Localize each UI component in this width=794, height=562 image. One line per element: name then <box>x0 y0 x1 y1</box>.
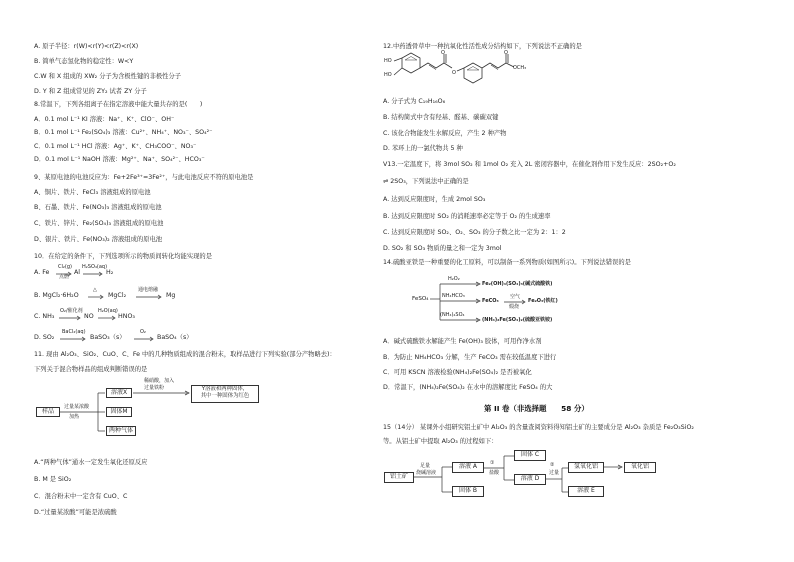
q9-stem: 9、某原电池的电池反应为：Fe+2Fe³⁺=3Fe²⁺，与此电池反应不符的原电池是 <box>34 174 254 181</box>
q10-d-arrow-1 <box>60 337 86 341</box>
q14-option-b: B．为防止 NH₄HCO₃ 分解，生产 FeCO₃ 需在较低温度下进行 <box>383 354 557 361</box>
q13-stem-2: ⇌ 2SO₃，下列说法中正确的是 <box>383 178 469 185</box>
q11-sample-box: 样品 <box>36 407 60 417</box>
q10-d-arrow-2 <box>134 337 154 341</box>
q10-a-cond-top: Cl₂(g) <box>58 264 72 270</box>
q10-c-arrow-1 <box>59 316 81 320</box>
q15-stem-2: 等。从铝土矿中提取 Al₂O₃ 的过程如下： <box>383 438 498 445</box>
q15-reagent-1: 足量 <box>420 463 431 469</box>
q11-gas-box: 两种气体 <box>106 426 136 436</box>
q10-c-start: C. NH₃ <box>34 313 55 320</box>
q10-c-cond-top: O₂/催化剂 <box>60 308 83 314</box>
q15-solution-e-box: 溶液 E <box>568 486 604 497</box>
q8-stem: 8.常温下，下列各组离子在指定溶液中能大量共存的是( ) <box>34 101 203 108</box>
q15-stem-1: 15（14分） 某课外小组研究铝土矿中 Al₂O₃ 的含量查阅资料得知铝土矿的主要成分是 Al₂O₃ 杂质是 Fe₂O₃SiO₂ <box>383 424 694 431</box>
q10-d-mid: BaSO₃（s） <box>90 334 126 341</box>
q12-option-d: D. 苯环上的一氯代物共 5 种 <box>383 145 463 152</box>
q10-d-end: BaSO₄（s） <box>157 334 193 341</box>
q14-option-d: D．常温下，(NH₄)₂Fe(SO₄)₂ 在水中的溶解度比 FeSO₄ 的大 <box>383 384 553 391</box>
right-column <box>378 0 794 562</box>
q8-option-d: D．0.1 mol L⁻¹ NaOH 溶液：Mg²⁺、Na⁺、SO₄²⁻、HCO₃⁻ <box>34 156 205 163</box>
q11-reagent-2: 加热 <box>69 414 80 420</box>
q11-arrow-to-y <box>133 390 191 396</box>
svg-text:O: O <box>504 50 508 56</box>
prev-option-a: A. 原子半径：r(W)<r(Y)<r(Z)<r(X) <box>34 43 139 50</box>
q12-stem: 12.中药透骨草中一种抗氧化性活性成分结构如下，下列说法不正确的是 <box>383 43 582 50</box>
q15-reagent-excess: 过量 <box>549 470 560 476</box>
q10-stem: 10．在给定的条件下，下列选项所示的物质间转化均能实现的是 <box>34 253 213 260</box>
q10-b-start: B. MgCl₂·6H₂O <box>34 292 79 299</box>
q11-stem-2: 下列关于混合物样品的组成判断错误的是 <box>34 366 148 373</box>
q14-air: 空气 <box>510 294 521 300</box>
q8-option-a: A．0.1 mol L⁻¹ KI 溶液：Na⁺、K⁺、ClO⁻、OH⁻ <box>34 116 175 123</box>
q14-nh4hco3: NH₄HCO₃ <box>442 293 465 299</box>
q15-reagent-2: 烧碱溶液 <box>416 470 437 476</box>
q11-y-box <box>191 385 259 403</box>
q10-a-end: H₂ <box>106 269 114 276</box>
q8-option-c: C．0.1 mol L⁻¹ HCl 溶液：Ag⁺、K⁺、CH₃COO⁻、NO₃⁻ <box>34 143 197 150</box>
q10-a-arrow-1 <box>56 272 72 276</box>
q13-option-b: B. 达到反应限度时 SO₂ 的消耗速率必定等于 O₂ 的生成速率 <box>383 213 551 220</box>
q10-b-arrow-2 <box>136 295 162 299</box>
q11-option-a: A.“两种气体”通水一定发生氧化还原反应 <box>34 459 148 466</box>
q11-y-box-line-2: 其中一种固体为红色 <box>200 393 250 399</box>
svg-text:O: O <box>441 50 445 56</box>
q14-option-c: C．可用 KSCN 溶液检验(NH₄)₂Fe(SO₄)₂ 是否被氧化 <box>383 369 532 376</box>
q10-a-arrow-2 <box>83 272 103 276</box>
q11-note-1: 稀硝酸，加入 <box>144 378 175 384</box>
q10-c-arrow-2 <box>98 316 116 320</box>
q10-b-mid: MgCl₂ <box>108 292 127 299</box>
q14-h2o2: H₂O₂ <box>448 276 460 282</box>
q10-d-cond-top2: O₂ <box>140 329 146 335</box>
q14-product-1: Fe₂(OH)₄(SO₄)₃(碱式硫酸铁) <box>482 281 553 287</box>
q10-c-end: HNO₃ <box>118 313 135 320</box>
q15-arrow-to-alumina <box>604 464 624 470</box>
q14-feco3: FeCO₃ <box>482 298 499 304</box>
q15-solid-c-box: 固体 C <box>514 450 546 461</box>
q13-stem-1: V13.一定温度下，将 3mol SO₂ 和 1mol O₂ 充入 2L 密闭容器中，在催化剂作用下发生反应：2SO₂+O₂ <box>383 161 676 168</box>
q12-label-och3: OCH₃ <box>513 65 527 71</box>
q11-y-box-line-1: Y溶液和两种固体， <box>201 386 249 392</box>
q14-product-3: (NH₄)₂Fe(SO₄)₂(硫酸亚铁铵) <box>482 317 553 323</box>
q15-flow-lines-1 <box>414 460 454 500</box>
q10-b-end: Mg <box>166 292 176 299</box>
q14-option-a: A．碱式硫酸铁水解能产生 Fe(OH)₃ 胶体，可用作净水剂 <box>383 338 542 345</box>
prev-option-c: C.W 和 X 组成的 XW₂ 分子为含极性键的非极性分子 <box>34 73 182 80</box>
q11-solid-m-box: 固体M <box>106 407 132 417</box>
q14-branch-lines <box>430 280 490 330</box>
q15-solution-d-box: 溶液 D <box>514 474 546 485</box>
q13-option-c: C. 达到反应限度时 SO₂、O₂、SO₃ 的分子数之比一定为 2：1：2 <box>383 229 566 236</box>
q10-a-cond-bottom: 点燃 <box>59 274 70 280</box>
q15-solid-b-box: 固体 B <box>452 486 484 497</box>
q10-b-cond-top2: 通电熔融 <box>138 287 159 293</box>
q12-label-ho-2: HO <box>384 72 392 78</box>
q14-stem: 14.硫酸亚铁是一种重要的化工原料，可以制备一系列物质(如图所示)。下列说法错误的是 <box>383 259 631 266</box>
q15-step-1: ① <box>490 460 495 466</box>
q10-d-cond-top: BaCl₂(aq) <box>62 329 86 335</box>
q11-note-2: 过量铁粉 <box>144 385 165 391</box>
q13-option-d: D. SO₂ 和 SO₃ 物质的量之和一定为 3mol <box>383 245 502 252</box>
q10-c-cond-top2: H₂O(aq) <box>98 308 118 314</box>
q10-a-mid: Al <box>74 269 81 276</box>
part-2-title: 第 II 卷（非选择题 58 分） <box>484 404 589 413</box>
svg-text:O: O <box>452 70 456 76</box>
q10-a-cond-top2: H₂SO₄(aq) <box>82 264 108 270</box>
q11-reagent-1: 过量某浓酸 <box>64 404 90 410</box>
prev-option-b: B. 简单气态氢化物的稳定性：W<Y <box>34 58 134 65</box>
q11-option-c: C．混合粉末中一定含有 CuO、C <box>34 493 128 500</box>
q10-b-arrow-1 <box>88 295 104 299</box>
q14-nh42so4: (NH₄)₂SO₄ <box>440 312 465 318</box>
q11-option-d: D.“过量某浓酸”可能是浓硫酸 <box>34 509 117 516</box>
q15-solution-a-box: 溶液 A <box>452 462 484 473</box>
q12-molecule-structure <box>394 52 544 90</box>
q11-solution-x-box: 溶液X <box>106 388 132 398</box>
q12-option-c: C. 该化合物能发生水解反应，产生 2 种产物 <box>383 130 507 137</box>
q10-c-mid: NO <box>84 313 94 320</box>
q12-label-ho-1: HO <box>384 58 392 64</box>
q14-feso4: FeSO₄ <box>412 296 429 302</box>
q15-step-2: ② <box>550 462 555 468</box>
q11-option-b: B. M 是 SiO₂ <box>34 476 72 483</box>
q13-option-a: A. 达到反应限度时，生成 2mol SO₃ <box>383 196 486 203</box>
q9-option-c: C、铁片、锌片、Fe₂(SO₄)₃ 溶液组成的原电池 <box>34 220 164 227</box>
q14-fe2o3: Fe₂O₃(铁红) <box>528 298 558 304</box>
q15-alumina-box: 氧化铝 <box>624 462 656 473</box>
q9-option-a: A、铜片、铁片、FeCl₃ 溶液组成的原电池 <box>34 189 151 196</box>
q14-calcine: 煅烧 <box>509 304 520 310</box>
q15-aluminum-hydroxide-box: 氢氧化铝 <box>568 462 604 473</box>
q15-ore-box: 铝土矿 <box>384 472 414 483</box>
q12-option-b: B. 结构简式中含有羟基、醛基、碳碳双键 <box>383 114 499 121</box>
q10-a-start: A. Fe <box>34 269 50 276</box>
q12-option-a: A. 分子式为 C₁₉H₁₆O₆ <box>383 98 446 105</box>
left-column <box>0 0 380 562</box>
prev-option-d: D. Y 和 Z 组成常见的 ZY₂ 试者 ZY 分子 <box>34 88 147 95</box>
q10-d-start: D. SO₂ <box>34 334 55 341</box>
q8-option-b: B．0.1 mol L⁻¹ Fe₂(SO₄)₃ 溶液：Cu²⁺、NH₄⁺、NO₃⁻、SO₄²⁻ <box>34 129 213 136</box>
q9-option-d: D、银片、铁片、Fe(NO₃)₂ 溶液组成的原电池 <box>34 236 163 243</box>
q9-option-b: B、石墨、铁片、Fe(NO₃)₃ 溶液组成的原电池 <box>34 204 162 211</box>
q15-reagent-hcl: 盐酸 <box>489 470 500 476</box>
q10-b-cond-top: △ <box>93 287 97 293</box>
q11-stem-1: 11. 现由 Al₂O₃、SiO₂、CuO、C、Fe 中的几种物质组成的混合粉末，取样品进行下列实验(部分产物略去)： <box>34 351 336 358</box>
